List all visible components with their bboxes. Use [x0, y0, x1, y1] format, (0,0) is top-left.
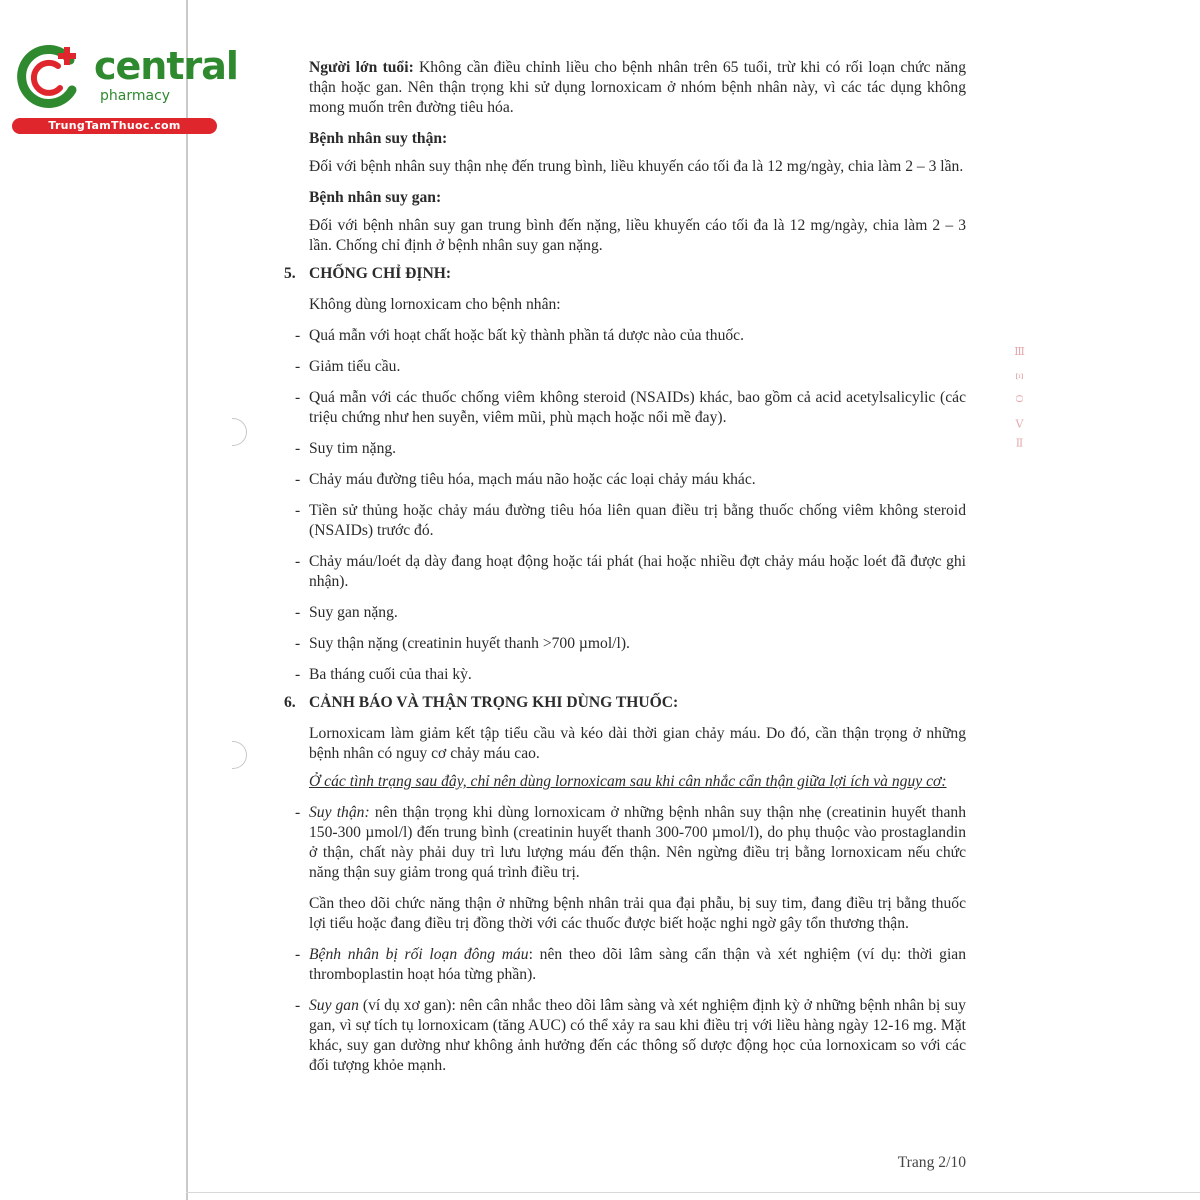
list-item-text: Suy thận nặng (creatinin huyết thanh >700 µmol/l).: [309, 635, 630, 652]
list-item-text: Quá mẫn với các thuốc chống viêm không steroid (NSAIDs) khác, bao gồm cả acid acetylsalicylic (các triệu chứng như hen suyễn, viêm mũi, phù mạch hoặc nổi mề đay).: [309, 389, 966, 426]
list-item: - Chảy máu/loét dạ dày đang hoạt động hoặc tái phát (hai hoặc nhiều đợt chảy máu hoặc loét đã được ghi nhận).: [295, 553, 966, 590]
list-item-text: Suy gan nặng.: [309, 604, 398, 621]
list-item-text: Tiền sử thủng hoặc chảy máu đường tiêu hóa liên quan điều trị bằng thuốc chống viêm không steroid (NSAIDs) trước đó.: [309, 502, 966, 539]
pharmacy-logo-icon: [14, 42, 84, 112]
section-5-number: 5.: [284, 265, 296, 282]
central-pharmacy-logo: [8, 38, 238, 136]
page-left-edge: [186, 0, 188, 1200]
stamp-mark: Ⅲ Ξ Ο ⅤⅡ: [1013, 345, 1025, 456]
logo-site-link[interactable]: TrungTamThuoc.com: [12, 118, 217, 134]
punch-hole: [232, 741, 247, 769]
list-item: - Suy gan nặng.: [295, 604, 398, 621]
list-item: - Giảm tiểu cầu.: [295, 358, 401, 375]
elderly-label: Người lớn tuổi:: [309, 59, 414, 76]
list-item: - Quá mẫn với hoạt chất hoặc bất kỳ thành phần tá dược nào của thuốc.: [295, 327, 745, 344]
list-item: - Tiền sử thủng hoặc chảy máu đường tiêu hóa liên quan điều trị bằng thuốc chống viêm không steroid (NSAIDs) trước đó.: [295, 502, 966, 539]
section-5-title: CHỐNG CHỈ ĐỊNH:: [309, 265, 452, 282]
coag-warning-label: Bệnh nhân bị rối loạn đông máu: [309, 946, 529, 963]
warnings-underlined-note: Ở các tình trạng sau đây, chỉ nên dùng lornoxicam sau khi cân nhắc cẩn thận giữa lợi ích và nguy cơ:: [309, 773, 947, 790]
section-5-heading: [284, 264, 966, 284]
contraindications-intro: Không dùng lornoxicam cho bệnh nhân:: [309, 296, 561, 313]
section-6-number: 6.: [284, 694, 296, 711]
list-item: - Suy tim nặng.: [295, 440, 397, 457]
elderly-text: Không cần điều chỉnh liều cho bệnh nhân trên 65 tuổi, trừ khi có rối loạn chức năng thận hoặc gan. Nên thận trọng khi sử dụng lornoxicam ở nhóm bệnh nhân này, vì các tác dụng không mong muốn trên đường tiêu hóa.: [309, 59, 966, 116]
coag-warning-text: : nên theo dõi lâm sàng cẩn thận và xét nghiệm (ví dụ: thời gian thromboplastin hoạt hóa từng phần).: [309, 946, 967, 983]
section-6-title: CẢNH BÁO VÀ THẬN TRỌNG KHI DÙNG THUỐC:: [309, 694, 679, 711]
list-item: - Quá mẫn với các thuốc chống viêm không steroid (NSAIDs) khác, bao gồm cả acid acetylsalicylic (các triệu chứng như hen suyễn, viêm mũi, phù mạch hoặc nổi mề đay).: [295, 389, 966, 426]
hepatic-text: Đối với bệnh nhân suy gan trung bình đến nặng, liều khuyến cáo tối đa là 12 mg/ngày, chia làm 2 – 3 lần. Chống chỉ định ở bệnh nhân suy gan nặng.: [309, 217, 966, 254]
logo-sub-text: pharmacy: [100, 88, 171, 104]
document-body: [284, 58, 966, 1076]
list-item: - Suy gan (ví dụ xơ gan): nên cân nhắc theo dõi lâm sàng và xét nghiệm định kỳ ở những bệnh nhân bị suy gan, vì sự tích tụ lornoxicam (tăng AUC) có thể xảy ra sau khi điều trị với liều hàng ngày 12-16 mg. Mặt khác, suy gan dường như không ảnh hưởng đến các thông số dược động học của lornoxicam so với các đối tượng khỏe mạnh.: [295, 997, 966, 1074]
list-item-text: Quá mẫn với hoạt chất hoặc bất kỳ thành phần tá dược nào của thuốc.: [309, 327, 745, 344]
renal-text: Đối với bệnh nhân suy thận nhẹ đến trung bình, liều khuyến cáo tối đa là 12 mg/ngày, chia làm 2 – 3 lần.: [309, 158, 964, 175]
renal-warning-text: nên thận trọng khi dùng lornoxicam ở những bệnh nhân suy thận nhẹ (creatinin huyết thanh 150-300 µmol/l) đến trung bình (creatinin huyết thanh 300-700 µmol/l), do phụ thuộc vào prostaglandin ở thận, chất này phải duy trì lưu lượng máu đến thận. Nên ngừng điều trị bằng lornoxicam nếu chức năng thận suy giảm trong quá trình điều trị.: [309, 804, 966, 881]
list-item: - Suy thận nặng (creatinin huyết thanh >700 µmol/l).: [295, 635, 630, 652]
logo-brand-text: central: [94, 44, 238, 88]
list-item-text: Chảy máu đường tiêu hóa, mạch máu não hoặc các loại chảy máu khác.: [309, 471, 756, 488]
list-item: - Bệnh nhân bị rối loạn đông máu: nên theo dõi lâm sàng cẩn thận và xét nghiệm (ví dụ: thời gian thromboplastin hoạt hóa từng phần).: [295, 946, 967, 983]
page-bottom-edge: [186, 1192, 1200, 1193]
list-item-text: Suy tim nặng.: [309, 440, 397, 457]
section-6-heading: [284, 693, 966, 713]
elderly-paragraph: [284, 58, 966, 118]
page-number: Trang 2/10: [897, 1154, 966, 1171]
hepatic-heading: Bệnh nhân suy gan:: [309, 189, 442, 206]
liver-warning-text: (ví dụ xơ gan): nên cân nhắc theo dõi lâm sàng và xét nghiệm định kỳ ở những bệnh nhân bị suy gan, vì sự tích tụ lornoxicam (tăng AUC) có thể xảy ra sau khi điều trị với liều hàng ngày 12-16 mg. Mặt khác, suy gan dường như không ảnh hưởng đến các thông số dược động học của lornoxicam so với các đối tượng khỏe mạnh.: [309, 997, 966, 1074]
warnings-intro: Lornoxicam làm giảm kết tập tiểu cầu và kéo dài thời gian chảy máu. Do đó, cần thận trọng ở những bệnh nhân có nguy cơ chảy máu cao.: [309, 725, 966, 762]
liver-warning-label: Suy gan: [309, 997, 359, 1014]
renal-monitor-text: Cần theo dõi chức năng thận ở những bệnh nhân trải qua đại phẫu, bị suy tim, đang điều trị bằng thuốc lợi tiểu hoặc đang điều trị đồng thời với các thuốc được biết hoặc nghi ngờ gây tổn thương thận.: [309, 895, 966, 932]
list-item: - Suy thận: nên thận trọng khi dùng lornoxicam ở những bệnh nhân suy thận nhẹ (creatinin huyết thanh 150-300 µmol/l) đến trung bình (creatinin huyết thanh 300-700 µmol/l), do phụ thuộc vào prostaglandin ở thận, chất này phải duy trì lưu lượng máu đến thận. Nên ngừng điều trị bằng lornoxicam nếu chức năng thận suy giảm trong quá trình điều trị.: [295, 804, 966, 881]
punch-hole: [232, 418, 247, 446]
list-item: - Chảy máu đường tiêu hóa, mạch máu não hoặc các loại chảy máu khác.: [295, 471, 756, 488]
list-item-text: Giảm tiểu cầu.: [309, 358, 401, 375]
list-item: - Ba tháng cuối của thai kỳ.: [295, 666, 472, 683]
renal-heading: Bệnh nhân suy thận:: [309, 130, 448, 147]
renal-warning-label: Suy thận:: [309, 804, 370, 821]
list-item-text: Chảy máu/loét dạ dày đang hoạt động hoặc tái phát (hai hoặc nhiều đợt chảy máu hoặc loét đã được ghi nhận).: [309, 553, 966, 590]
list-item-text: Ba tháng cuối của thai kỳ.: [309, 666, 472, 683]
